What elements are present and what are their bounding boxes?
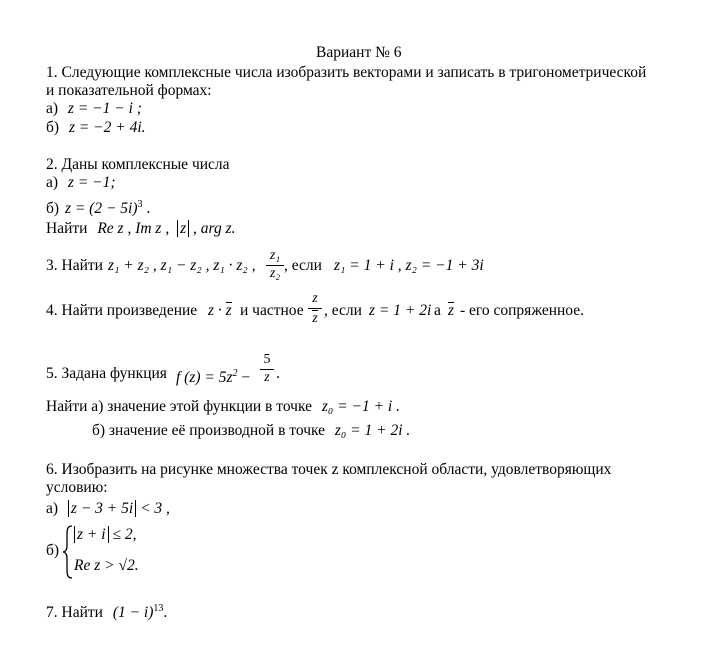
task4-frac-num: z	[312, 291, 318, 306]
task4-frac-den: z	[312, 311, 318, 326]
task5-func-exp: 2	[232, 368, 238, 379]
task5-func-expr: f (z) = 5z	[176, 369, 233, 387]
task5-line3-expr: z₀ = 1 + 2i .	[334, 422, 411, 439]
task2-b-label: б)	[46, 200, 60, 218]
task2-a-expr: z = −1;	[67, 174, 116, 191]
task1-line1: 1. Следующие комплексные числа изобразить векторами и записать в тригонометрической	[46, 64, 647, 81]
task5-line3-prefix: б) значение её производной в точке	[92, 422, 326, 439]
task1-a-label: а)	[46, 100, 59, 117]
task5-frac-den: z	[264, 370, 270, 385]
task5-line2	[46, 398, 400, 416]
task4-quotient-label: и частное	[240, 302, 304, 319]
task4-conj	[448, 302, 454, 320]
task2-find-items: Re z , Im z ,	[97, 220, 170, 237]
task1-b-label: б)	[46, 119, 60, 136]
task7-expr: (1 − i)	[112, 604, 154, 622]
task6-a	[46, 500, 170, 518]
task4-and: а	[434, 302, 441, 319]
task6-a-rest: < 3 ,	[140, 500, 170, 517]
task3-if: , если	[284, 257, 322, 274]
task1-a	[46, 100, 142, 118]
task6-a-abs: z − 3 + 5i	[68, 500, 136, 517]
task2-a-label: а)	[46, 174, 59, 191]
task4-prefix: 4. Найти произведение	[46, 302, 198, 319]
task2-a	[46, 174, 116, 192]
task4-product	[208, 302, 232, 320]
task4-prod-conj: z	[225, 302, 232, 319]
task2-find-abs: z	[177, 220, 189, 237]
task3-frac-num: z₁	[269, 248, 281, 263]
task3-fraction	[266, 249, 284, 281]
task6-b-line1-rest: ≤ 2,	[112, 526, 137, 543]
task5-minus: −	[241, 369, 251, 387]
task2-line1: 2. Даны комплексные числа	[46, 156, 230, 173]
task4-fraction	[308, 292, 322, 326]
task3-exprs: z₁ + z₂ , z₁ − z₂ , z₁ · z₂ ,	[108, 257, 256, 274]
task7-prefix: 7. Найти	[46, 604, 103, 622]
task2-b-exponent: 3	[137, 199, 143, 210]
task4-cond: z = 1 + 2i	[369, 302, 432, 319]
task7	[46, 600, 167, 622]
task5-end: .	[276, 365, 280, 382]
task6-b-line1-abs: z + i	[74, 526, 109, 543]
task4-conj-z: z	[448, 302, 455, 319]
task6-line2: условию:	[46, 479, 108, 496]
task5-fraction	[260, 353, 274, 385]
task1-a-expr: z = −1 − i ;	[67, 100, 142, 117]
task2-find	[46, 220, 236, 238]
task1-b-expr: z = −2 + 4i.	[68, 119, 146, 136]
task5-prefix: 5. Задана функция	[46, 365, 167, 382]
task4-prod: z ·	[208, 302, 226, 319]
task6-b-line1	[74, 526, 136, 544]
task4-suffix: - его сопряженное.	[460, 302, 584, 319]
task2-find-arg: , arg z.	[193, 220, 236, 237]
task5-line3	[92, 422, 410, 440]
task3-frac-den: z₂	[269, 266, 281, 281]
task6-line1: 6. Изобразить на рисунке множества точек z комплексной области, удовлетворяющих	[46, 461, 612, 478]
task2-find-label: Найти	[46, 220, 88, 237]
task5-line2-expr: z₀ = −1 + i .	[321, 398, 400, 415]
task5-func	[176, 365, 250, 387]
page-title: Вариант № 6	[316, 44, 402, 61]
task3-prefix: 3. Найти	[46, 257, 103, 274]
task6-b-label: б)	[46, 542, 60, 559]
task1-b	[46, 119, 146, 137]
task2-b	[46, 196, 150, 218]
task5-frac-num: 5	[263, 352, 271, 367]
task6-a-label: а)	[46, 500, 59, 517]
task6-b-line2: Re z > √2.	[74, 557, 139, 574]
task5-line2-prefix: Найти а) значение этой функции в точке	[46, 398, 312, 415]
task7-exp: 13	[153, 603, 164, 614]
task4-if: , если	[324, 302, 362, 319]
left-brace-icon	[62, 524, 74, 580]
task3-conds: z₁ = 1 + i , z₂ = −1 + 3i	[334, 257, 484, 274]
task7-end: .	[163, 604, 168, 622]
task2-b-end: .	[146, 200, 151, 218]
task1-line2: и показательной формах:	[46, 82, 212, 99]
task2-b-expr: z = (2 − 5i)	[64, 200, 138, 218]
